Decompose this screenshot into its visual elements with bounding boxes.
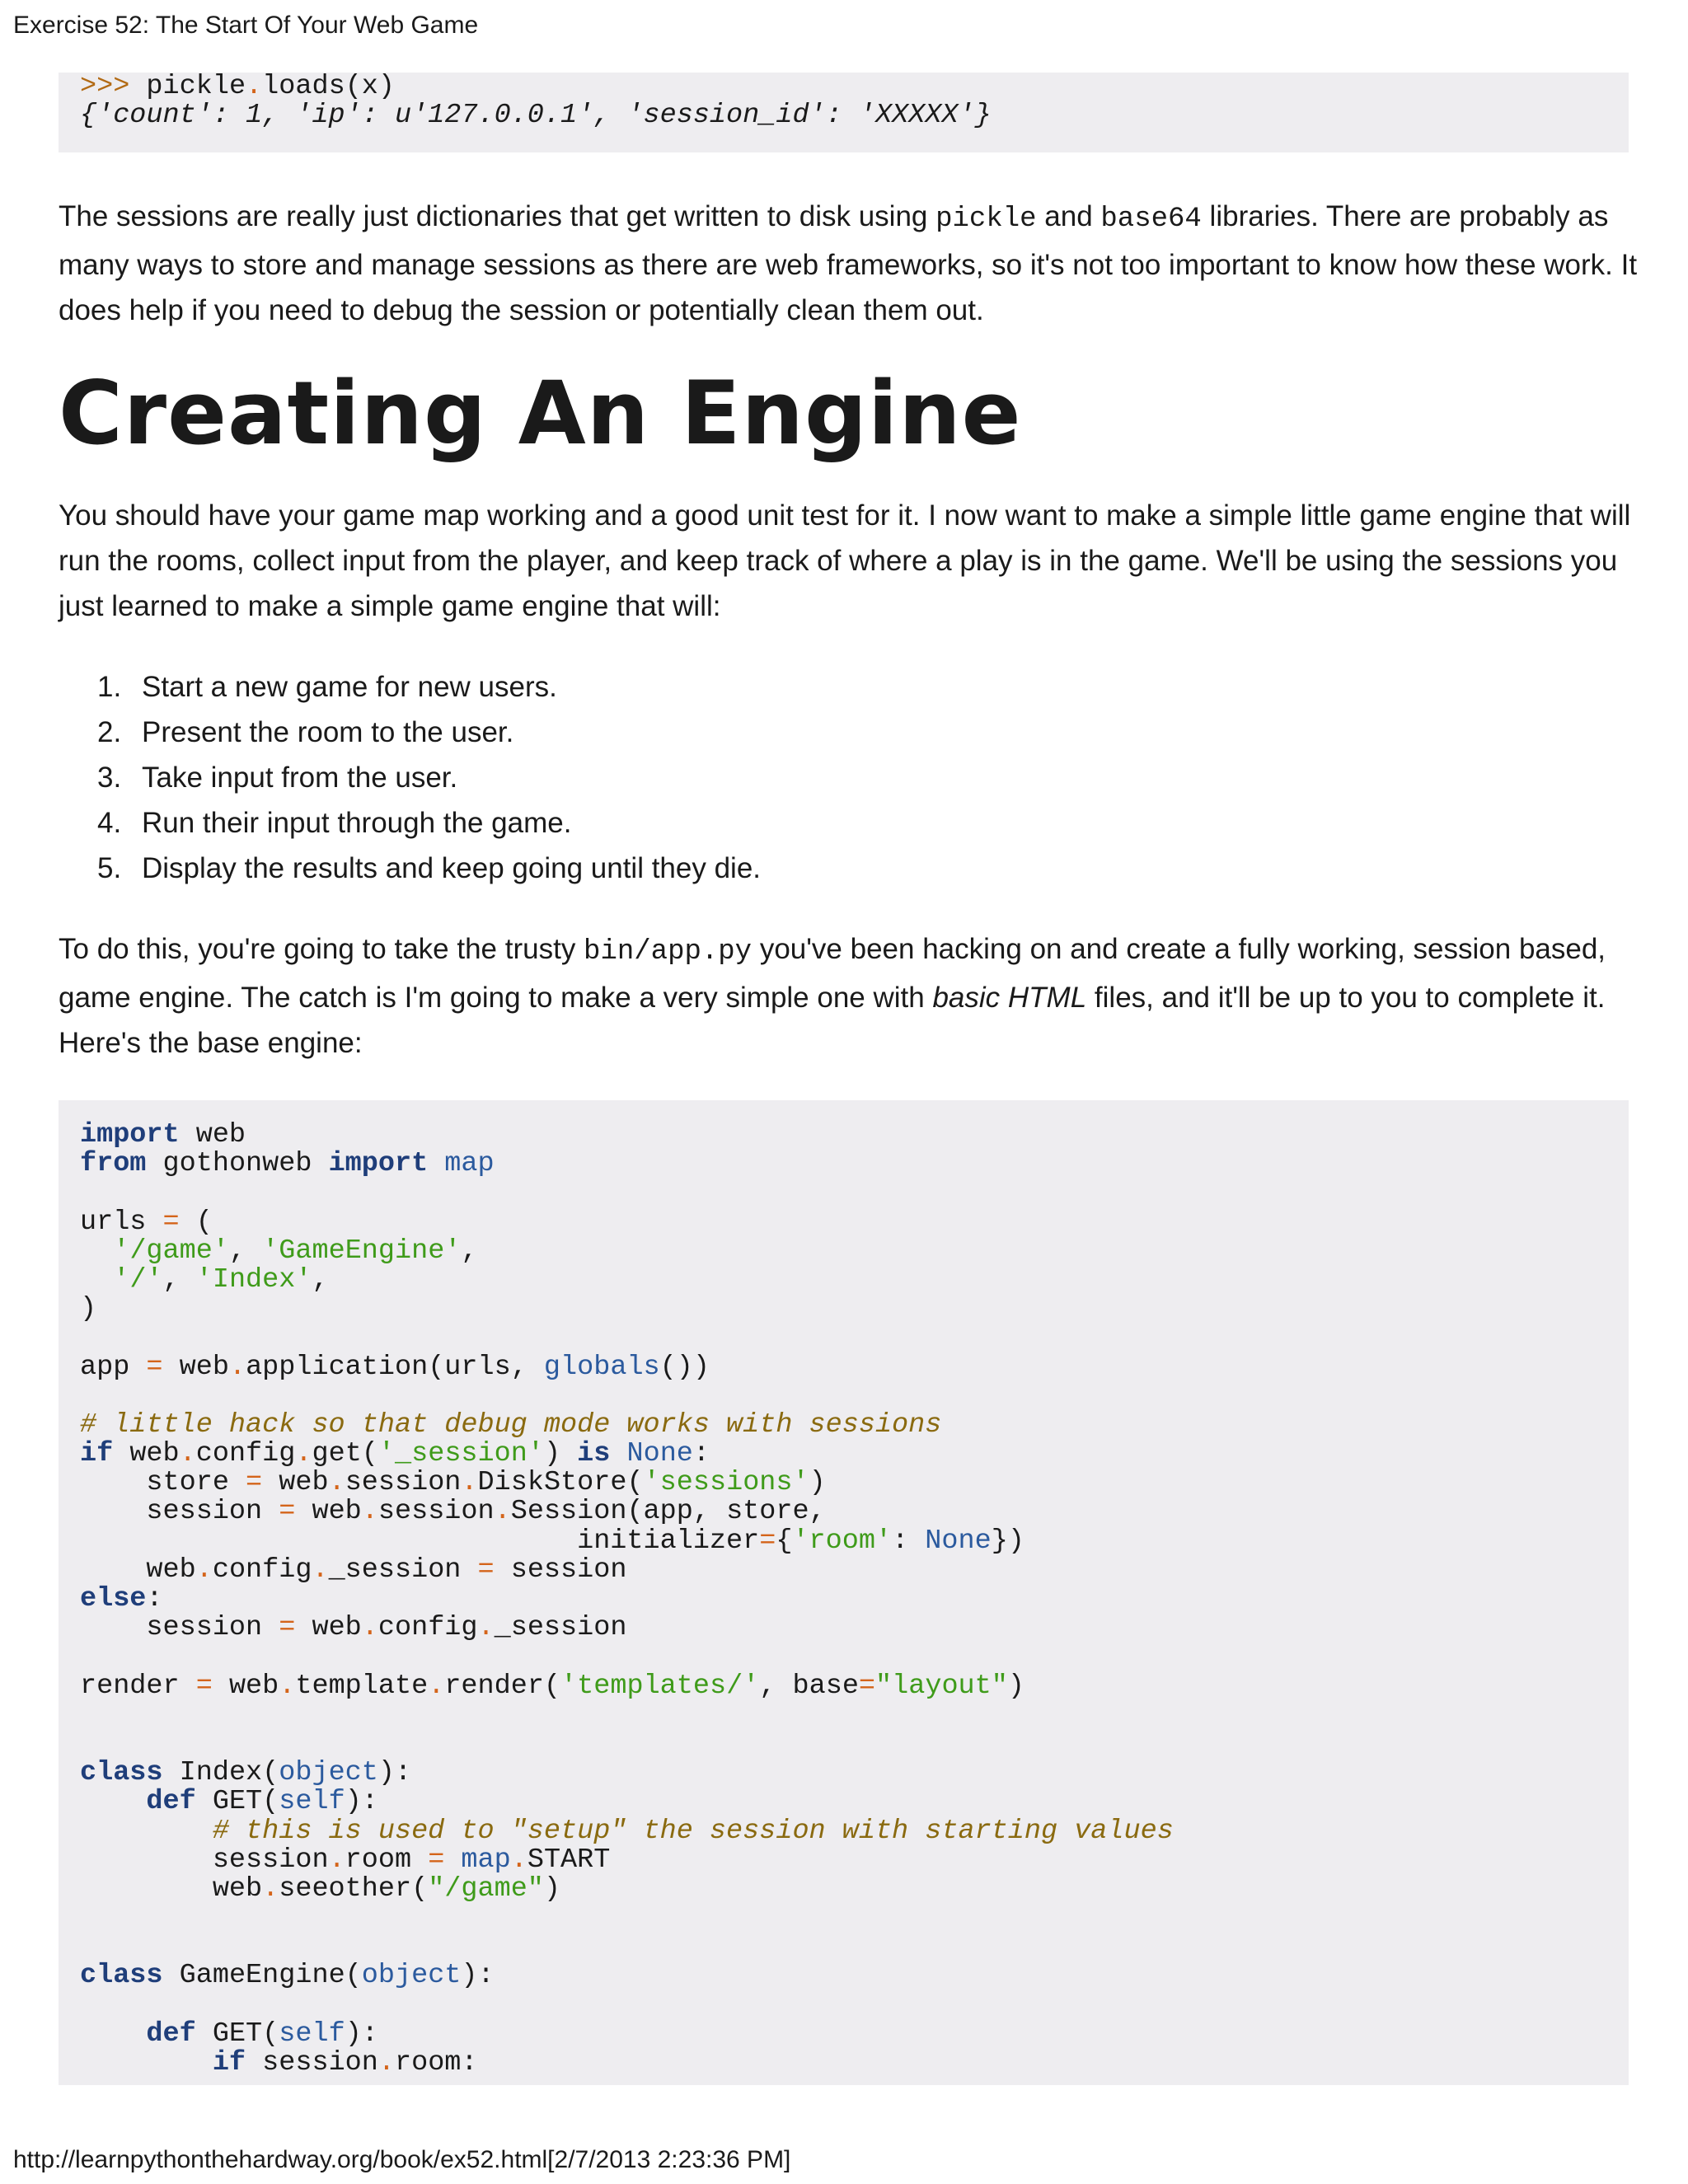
code-line: web.seeother("/game") [80, 1872, 561, 1905]
code-line-blank [80, 1904, 1607, 1933]
code-line: def GET(self): [146, 2018, 378, 2050]
inline-code-pickle: pickle [935, 204, 1037, 235]
list-item: 2. Present the room to the user. [97, 716, 514, 748]
list-item: 4. Run their input through the game. [97, 807, 572, 839]
code-line: {'count': 1, 'ip': u'127.0.0.1', 'session_id': 'XXXXX'} [80, 100, 992, 132]
list-item: 1. Start a new game for new users. [97, 671, 557, 703]
engine-steps-list [97, 664, 761, 891]
code-block-pickle [59, 73, 1629, 152]
paragraph-base-engine: To do this, you're going to take the trusty bin/app.py you've been hacking on and create a fully working, session based, game engine. The catch is I'm going to make a very simple one with basic HTML files, and it'll be up to you to complete it. Here's the base engine: [59, 933, 1606, 1059]
code-line: app = web.application(urls, globals()) [80, 1351, 710, 1383]
code-line-blank [80, 1730, 1607, 1759]
code-line: '/', 'Index', [113, 1263, 329, 1296]
code-line: session = web.config._session [80, 1612, 627, 1644]
code-line-blank [80, 1643, 1607, 1671]
inline-code-base64: base64 [1100, 204, 1202, 235]
page-header: Exercise 52: The Start Of Your Web Game [13, 12, 479, 39]
code-line: if web.config.get('_session') is None: [80, 1438, 710, 1470]
code-line: else: [80, 1583, 163, 1615]
code-block-app-py [59, 1100, 1629, 2085]
code-line: urls = ( [80, 1206, 213, 1238]
code-line-blank [80, 1324, 1607, 1352]
code-line: def GET(self): [146, 1786, 378, 1818]
code-comment: # this is used to "setup" the session with starting values [212, 1815, 1174, 1847]
code-line: if session.room: [212, 2047, 478, 2079]
code-line [80, 1817, 1607, 1846]
code-line: render = web.template.render('templates/', base="layout") [80, 1670, 1025, 1702]
code-line-blank [80, 1701, 1607, 1730]
code-line-blank [80, 1991, 1607, 2020]
code-line: store = web.session.DiskStore('sessions') [80, 1467, 826, 1499]
code-line: web.config._session = session [80, 1554, 627, 1586]
list-item: 3. Take input from the user. [97, 762, 458, 794]
code-line: import web [80, 1119, 246, 1151]
code-line: session = web.session.Session(app, store, [80, 1496, 826, 1528]
paragraph-sessions: The sessions are really just dictionaries that get written to disk using pickle and base64 libraries. There are probably as many ways to store and manage sessions as there are web frameworks, so it's not too important to know how these work. It does help if you need to debug the session or potentially clean them out. [59, 200, 1638, 326]
code-line-blank [80, 1933, 1607, 1961]
emphasis-basic-html: basic HTML [932, 982, 1087, 1014]
page-footer-url: http://learnpythonthehardway.org/book/ex52.html[2/7/2013 2:23:36 PM] [13, 2146, 791, 2173]
code-comment: # little hack so that debug mode works with sessions [80, 1408, 942, 1441]
section-heading: Creating An Engine [59, 363, 1022, 464]
code-line-blank [80, 1382, 1607, 1411]
paragraph-engine-intro: You should have your game map working and a good unit test for it. I now want to make a simple little game engine that will run the rooms, collect input from the player, and keep track of where a play is in the game. We'll be using the sessions you just learned to make a simple game engine that will: [59, 499, 1631, 622]
code-line: from gothonweb import map [80, 1148, 495, 1180]
inline-code-app-py: bin/app.py [584, 936, 753, 968]
code-line: class GameEngine(object): [80, 1960, 495, 1992]
code-line: class Index(object): [80, 1757, 412, 1789]
code-line: session.room = map.START [80, 1844, 611, 1876]
code-line: initializer={'room': None}) [80, 1525, 1025, 1557]
list-item: 5. Display the results and keep going until they die. [97, 852, 762, 884]
code-line: '/game', 'GameEngine', [113, 1235, 478, 1267]
code-line: >>> pickle.loads(x) [80, 73, 395, 102]
code-line-blank [80, 1179, 1607, 1207]
code-line: ) [80, 1293, 97, 1325]
